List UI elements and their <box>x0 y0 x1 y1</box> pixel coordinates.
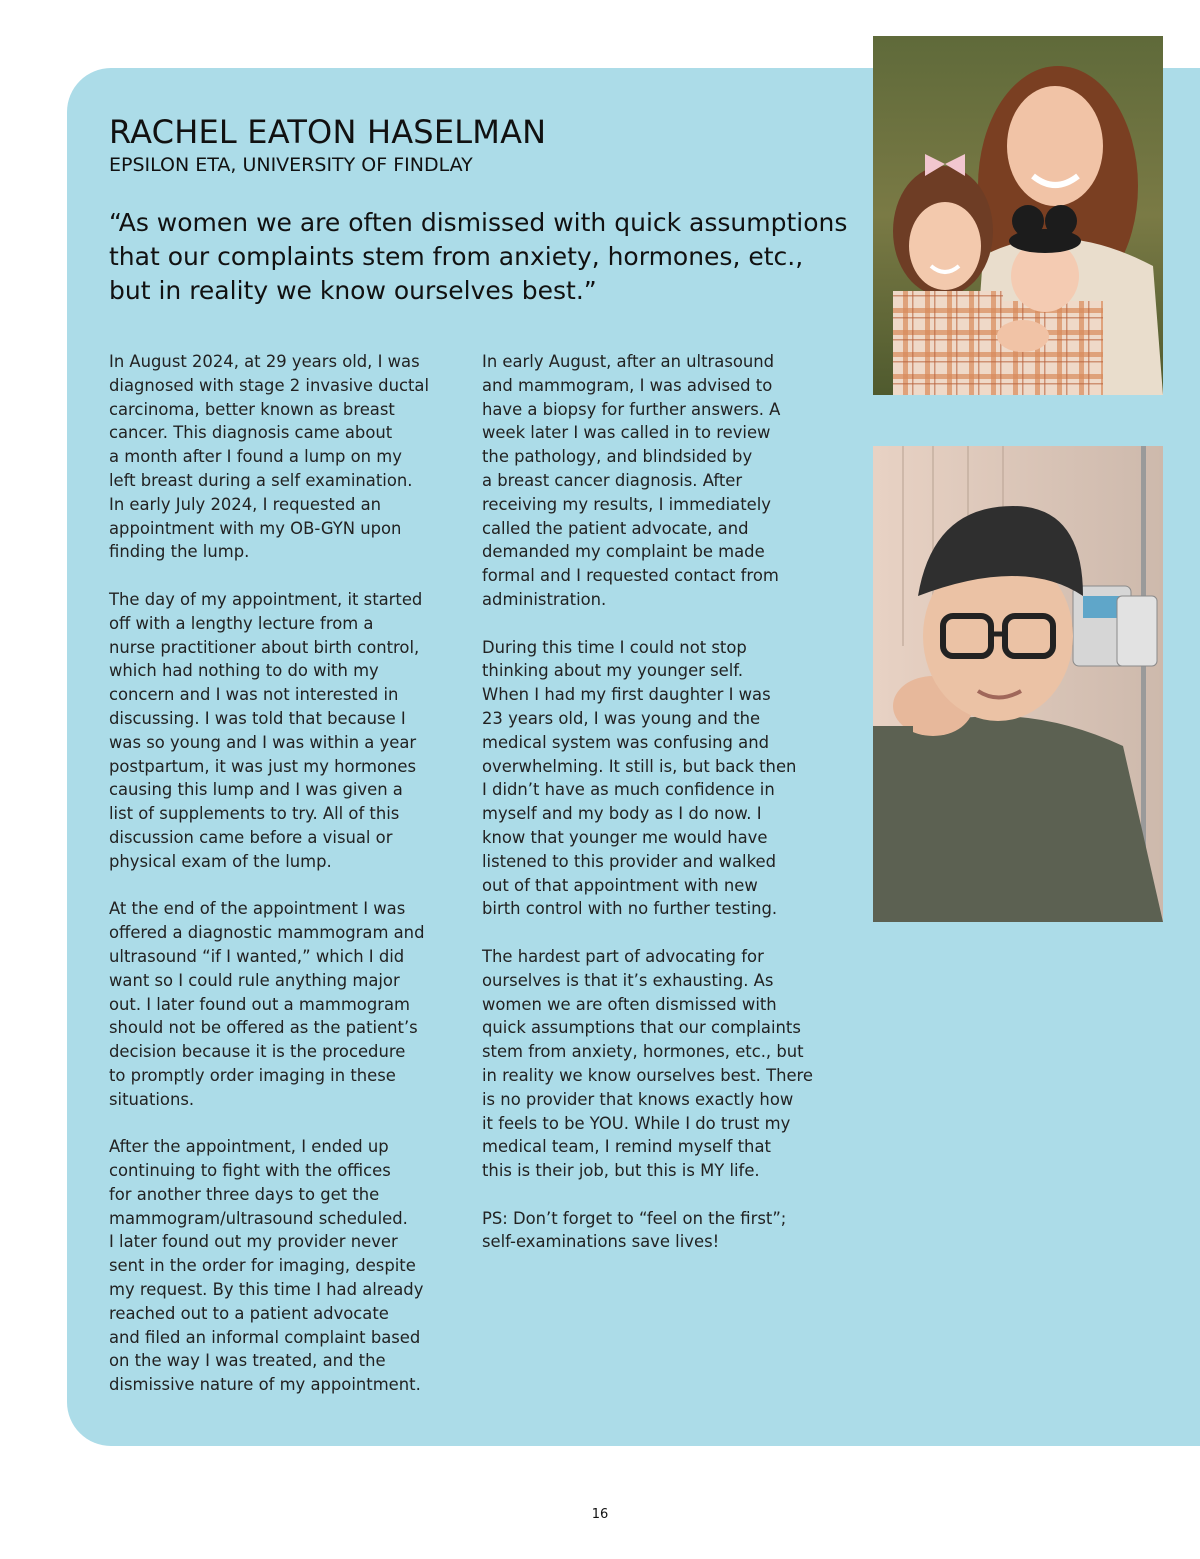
body-paragraph: The hardest part of advocating for ourselves is that it’s exhausting. As women we are often dismissed with quick assumptions that our complaints stem from anxiety, hormones, etc., but in reality we know ourselves best. There is no provider that knows exactly how it feels to be YOU. While I do trust my medical team, I remind myself that this is their job, but this is MY life. <box>482 946 814 1181</box>
hospital-selfie-photo <box>873 446 1163 922</box>
body-column-right <box>482 350 852 1278</box>
body-paragraph: At the end of the appointment I was offered a diagnostic mammogram and ultrasound “if I wanted,” which I did want so I could rule anything major out. I later found out a mammogram should not be offered as the patient’s decision because it is the procedure to promptly order imaging in these situations. <box>109 899 425 1109</box>
body-paragraph: The day of my appointment, it started off with a lengthy lecture from a nurse practitioner about birth control, which had nothing to do with my concern and I was not interested in discussing. I was told that because I was so young and I was within a year postpartum, it was just my hormones causing this lump and I was given a list of supplements to try. All of this discussion came before a visual or physical exam of the lump. <box>109 589 423 871</box>
body-paragraph: In August 2024, at 29 years old, I was diagnosed with stage 2 invasive ductal carcinoma, better known as breast cancer. This diagnosis came about a month after I found a lump on my left breast during a self examination. In early July 2024, I requested an appointment with my OB-GYN upon finding the lump. <box>109 352 429 562</box>
body-paragraph: During this time I could not stop thinking about my younger self. When I had my first daughter I was 23 years old, I was young and the medical system was confusing and overwhelming. It still is, but back then I didn’t have as much confidence in myself and my body as I do now. I know that younger me would have listened to this provider and walked out of that appointment with new birth control with no further testing. <box>482 637 797 919</box>
family-photo <box>873 36 1163 395</box>
body-column-left <box>109 350 469 1421</box>
pull-quote: “As women we are often dismissed with quick assumptions that our complaints stem from anxiety, hormones, etc., but in reality we know ourselves best.” <box>109 208 848 305</box>
author-name: RACHEL EATON HASELMAN <box>109 113 547 151</box>
body-paragraph: PS: Don’t forget to “feel on the first”; self-examinations save lives! <box>482 1208 787 1252</box>
body-paragraph: After the appointment, I ended up continuing to fight with the offices for another three days to get the mammogram/ultrasound scheduled. I later found out my provider never sent in the order for imaging, despite my request. By this time I had already reached out to a patient advocate and filed an informal complaint based on the way I was treated, and the dismissive nature of my appointment. <box>109 1137 424 1395</box>
body-paragraph: In early August, after an ultrasound and mammogram, I was advised to have a biopsy for further answers. A week later I was called in to review the pathology, and blindsided by a breast cancer diagnosis. After receiving my results, I immediately called the patient advocate, and demanded my complaint be made formal and I requested contact from administration. <box>482 352 781 609</box>
page-number: 16 <box>591 1507 609 1522</box>
chapter-affiliation: EPSILON ETA, UNIVERSITY OF FINDLAY <box>109 154 473 176</box>
